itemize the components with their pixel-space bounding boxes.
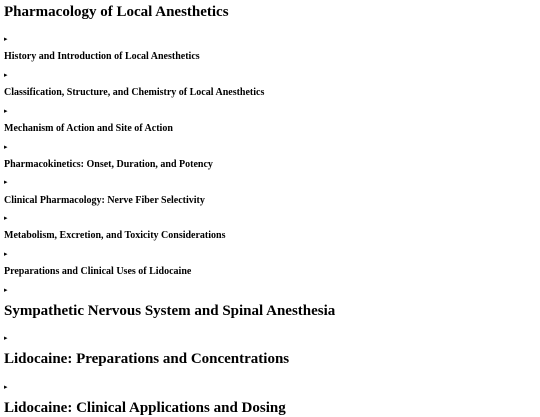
heading-lidocaine-preparations: Lidocaine: Preparations and Concentrations — [4, 351, 290, 367]
page-title: Pharmacology of Local Anesthetics — [4, 4, 229, 20]
disclosure-triangle-icon[interactable]: ▸ — [4, 383, 8, 391]
disclosure-triangle-icon[interactable]: ▸ — [4, 214, 8, 222]
section-summary-lidocaine-uses[interactable]: Preparations and Clinical Uses of Lidocaine — [4, 266, 192, 277]
disclosure-triangle-icon[interactable]: ▸ — [4, 250, 8, 258]
disclosure-triangle-icon[interactable]: ▸ — [4, 334, 8, 342]
section-summary-classification[interactable]: Classification, Structure, and Chemistry of Local Anesthetics — [4, 87, 265, 98]
section-summary-mechanism[interactable]: Mechanism of Action and Site of Action — [4, 123, 173, 134]
disclosure-triangle-icon[interactable]: ▸ — [4, 35, 8, 43]
disclosure-triangle-icon[interactable]: ▸ — [4, 71, 8, 79]
disclosure-triangle-icon[interactable]: ▸ — [4, 143, 8, 151]
disclosure-triangle-icon[interactable]: ▸ — [4, 107, 8, 115]
section-summary-history[interactable]: History and Introduction of Local Anesthetics — [4, 51, 200, 62]
heading-lidocaine-clinical: Lidocaine: Clinical Applications and Dosing — [4, 400, 286, 416]
disclosure-triangle-icon[interactable]: ▸ — [4, 178, 8, 186]
section-summary-nerve-fiber[interactable]: Clinical Pharmacology: Nerve Fiber Selectivity — [4, 195, 205, 206]
section-summary-metabolism[interactable]: Metabolism, Excretion, and Toxicity Considerations — [4, 230, 226, 241]
disclosure-triangle-icon[interactable]: ▸ — [4, 286, 8, 294]
section-summary-pharmacokinetics[interactable]: Pharmacokinetics: Onset, Duration, and Potency — [4, 159, 213, 170]
heading-sympathetic-spinal: Sympathetic Nervous System and Spinal Anesthesia — [4, 303, 336, 319]
